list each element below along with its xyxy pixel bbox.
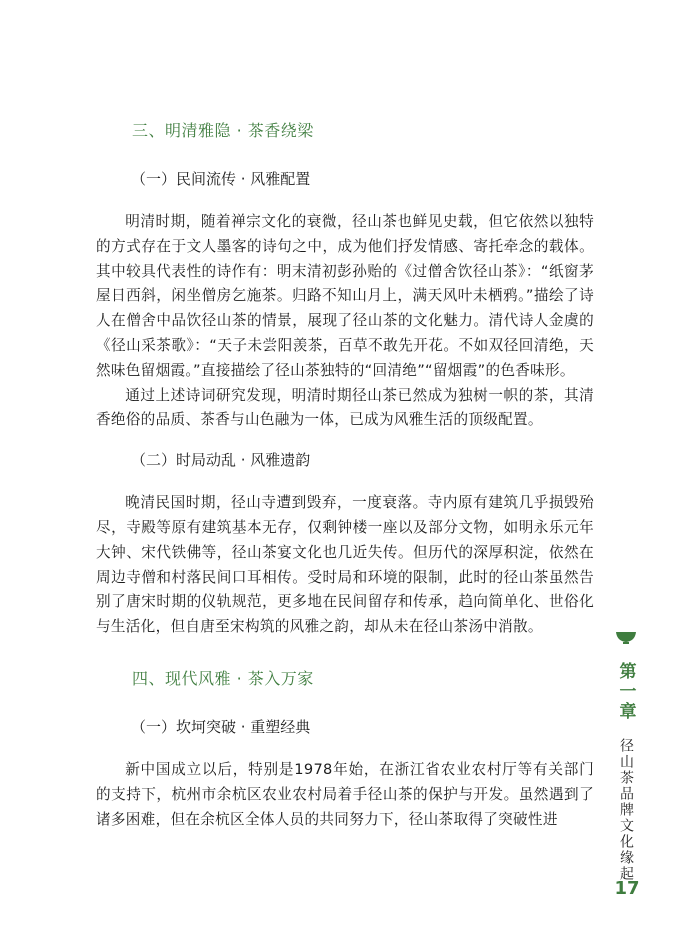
section-heading-3: 三、明清雅隐 · 茶香绕梁 [132,121,314,140]
page-body [96,120,594,832]
subsection-heading-3-2: （二）时局动乱 · 风雅遗韵 [131,451,311,470]
chapter-title: 径山茶品牌文化缘起 [618,738,634,882]
subsection-heading-3-1: （一）民间流传 · 风雅配置 [131,170,311,188]
paragraph-ming-qing-summary: 通过上述诗词研究发现，明清时期径山茶已然成为独树一帜的茶，其清香绝俗的品质、茶香与山色融为一体，已成为风雅生活的顶级配置。 [96,386,594,429]
tea-bowl-icon [615,630,637,644]
paragraph-new-china: 新中国成立以后，特别是1978年始，在浙江省农业农村厅等有关部门的支持下，杭州市余杭区农业农村局着手径山茶的保护与开发。虽然遇到了诸多困难，但在余杭区全体人员的共同努力下，径山茶取得了突破性进 [96,760,594,828]
chapter-sidebar [612,630,640,882]
paragraph-late-qing: 晚清民国时期，径山寺遭到毁弃，一度衰落。寺内原有建筑几乎损毁殆尽，寺殿等原有建筑基本无存，仅剩钟楼一座以及部分文物，如明永乐元年大钟、宋代铁佛等，径山茶宴文化也几近失传。但历代的深厚积淀，依然在周边寺僧和村落民间口耳相传。受时局和环境的限制，此时的径山茶虽然告别了唐宋时期的仪轨规范，更多地在民间留存和传承，趋向简单化、世俗化与生活化，但自唐至宋构筑的风雅之韵，却从未在径山茶汤中消散。 [96,494,594,636]
subsection-heading-4-1: （一）坎坷突破 · 重塑经典 [131,717,311,736]
page-number: 17 [614,878,640,899]
paragraph-ming-qing-poems: 明清时期，随着禅宗文化的衰微，径山茶也鲜见史载，但它依然以独特的方式存在于文人墨客的诗句之中，成为他们抒发情感、寄托牵念的载体。其中较具代表性的诗作有：明末清初彭孙贻的《过僧舍饮径山茶》：“纸窗茅屋日西斜，闲坐僧房乞施茶。归路不知山月上，满天风叶未栖鸦。”描绘了诗人在僧舍中品饮径山茶的情景，展现了径山茶的文化魅力。清代诗人金虞的《径山采茶歌》：“天子未尝阳羡茶，百草不敢先开花。不如双径回清绝，天然味色留烟霞。”直接描绘了径山茶独特的“回清绝”“留烟霞”的色香味形。 [96,213,594,379]
section-heading-4: 四、现代风雅 · 茶入万家 [132,668,314,688]
chapter-number: 第一章 [615,662,636,722]
